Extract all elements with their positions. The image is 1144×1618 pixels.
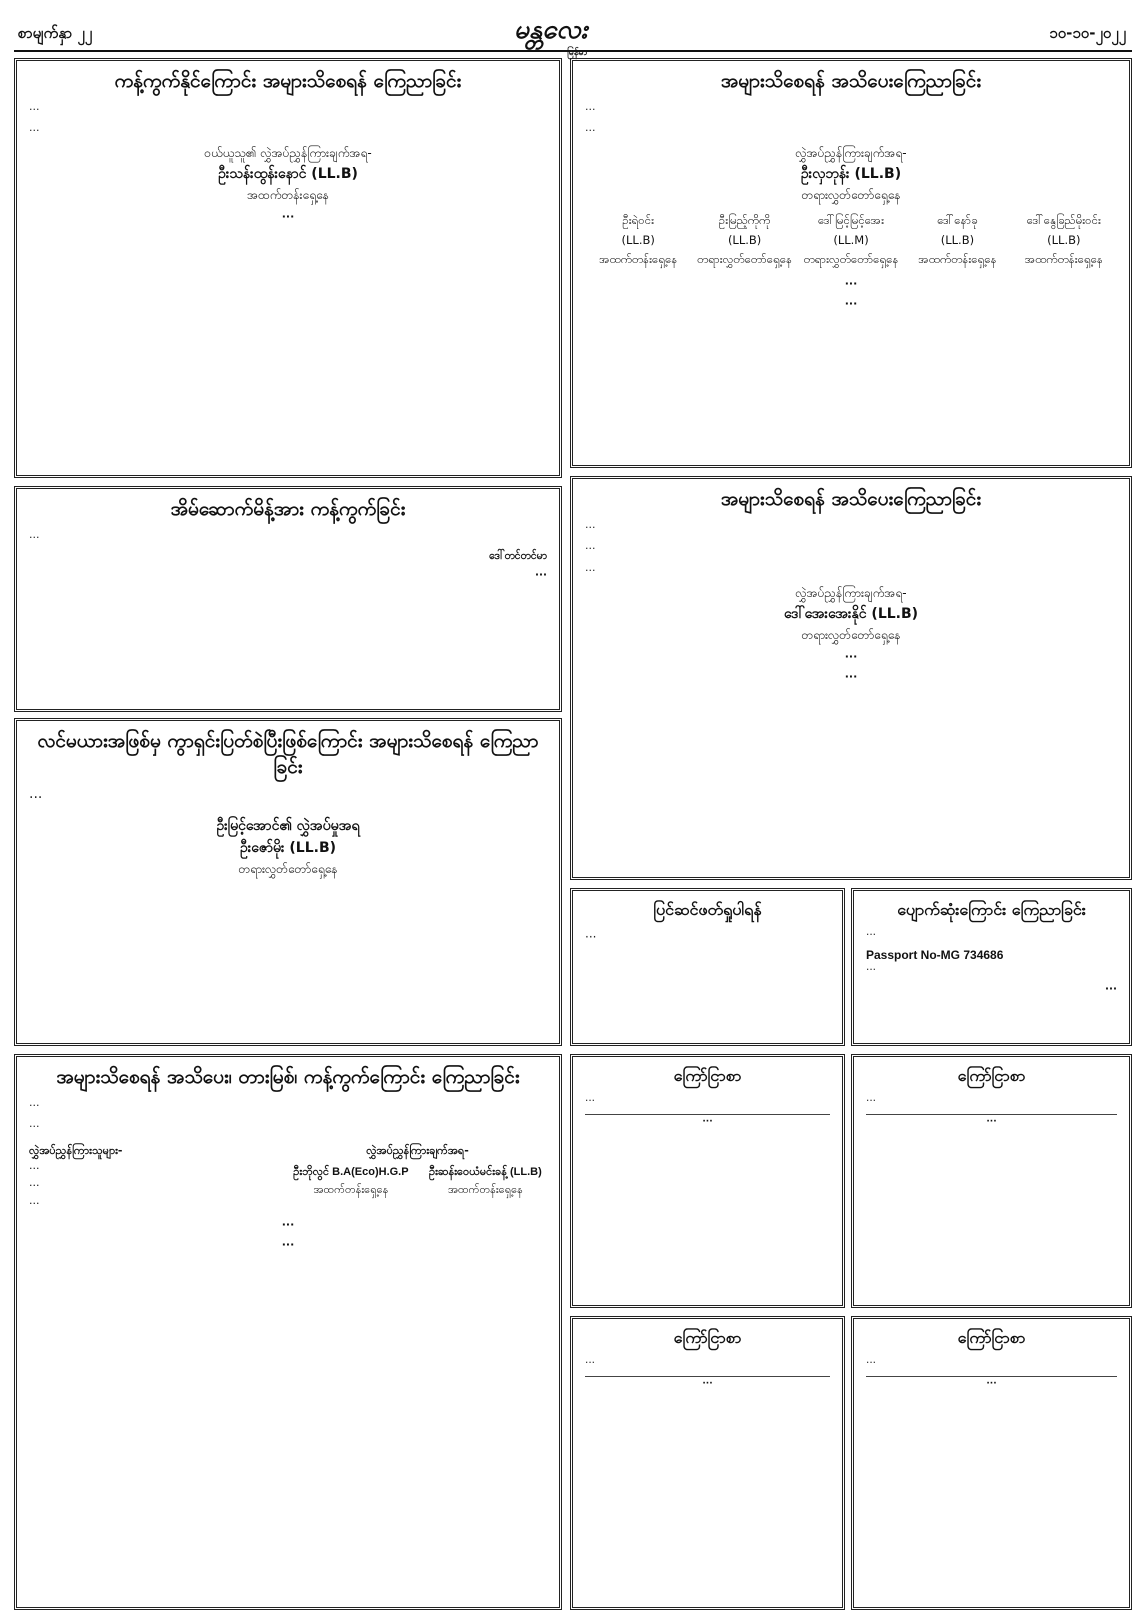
notice-body: ···	[29, 102, 40, 116]
masthead-subtitle: မြန်မာ	[567, 48, 588, 58]
lawyer-pair	[288, 1164, 547, 1199]
notice-title: ပြင်ဆင်ဖတ်ရှုပါရန်	[653, 900, 762, 919]
office-footer: ···	[866, 1114, 1117, 1127]
notice-public-announcement	[570, 58, 1132, 468]
advertisement-notice	[570, 1316, 845, 1610]
lawyer-name: ဒေါ်နွေခြည်မိုးဝင်း	[1026, 213, 1101, 228]
lawyer-item	[904, 211, 1010, 270]
lawyer-role: အထက်တန်းရှေ့နေ	[247, 187, 329, 202]
notice-public-announcement-2	[570, 476, 1132, 880]
lawyer-degree: (LL.M)	[833, 232, 869, 247]
lawyers-column	[288, 1142, 547, 1212]
phone-line: ···	[844, 297, 858, 311]
phone-line: ···	[844, 670, 858, 684]
notice-body: ···	[29, 530, 40, 544]
notice-body: ···	[585, 1094, 596, 1107]
address-line: ···	[844, 276, 858, 290]
advertisement-notice	[851, 1316, 1132, 1610]
advertisement-notice	[570, 1054, 845, 1308]
client-line: ···	[29, 1197, 40, 1211]
office-footer: ···	[866, 1376, 1117, 1389]
address-line: ···	[844, 649, 858, 663]
lawyer-name: ဒေါ်မြင့်မြင့်အေး	[818, 213, 885, 228]
notice-title: ပျောက်ဆုံးကြောင်း ကြေညာခြင်း	[897, 900, 1086, 919]
notice-body: ···	[866, 963, 877, 976]
notice-title: အိမ်ဆောက်မိန့်အား ကန့်ကွက်ခြင်း	[170, 498, 406, 520]
lawyer-degree: (LL.B)	[727, 232, 762, 247]
notice-title: ကြော်ငြာစာ	[957, 1066, 1026, 1085]
advertisement-notice	[851, 1054, 1132, 1308]
lawyer-role: တရားလွှတ်တော်ရှေ့နေ	[803, 252, 899, 267]
signature-block	[29, 815, 547, 879]
notice-prohibition-objection	[14, 1054, 562, 1610]
notice-body: ···	[585, 542, 596, 556]
notice-title: လင်မယားအဖြစ်မှ ကွာရှင်းပြတ်စဲပြီးဖြစ်ကြောင်း အများသိစေရန် ကြေညာခြင်း	[37, 730, 539, 778]
passport-number: Passport No-MG 734686	[866, 947, 1004, 962]
notice-title: ကန့်ကွက်နိုင်ကြောင်း အများသိစေရန် ကြေညာခြင်း	[114, 70, 462, 92]
notice-lost-passport	[851, 888, 1132, 1046]
office-footer: ···	[585, 1376, 830, 1389]
lawyer-role: တရားလွှတ်တော်ရှေ့နေ	[801, 627, 901, 642]
page-header	[14, 8, 1132, 58]
lawyer-role: တရားလွှတ်တော်ရှေ့နေ	[238, 861, 338, 876]
phone-line: ···	[281, 1238, 295, 1252]
masthead-title: မန္တလေး	[514, 15, 588, 45]
notice-body: ···	[585, 929, 597, 944]
notice-body: ···	[866, 1094, 877, 1107]
clients-column	[29, 1142, 288, 1212]
notice-title: ကြော်ငြာစာ	[957, 1328, 1026, 1347]
lawyer-name: ဦးရဲဝင်း	[622, 213, 655, 228]
notice-title: အများသိစေရန် အသိပေးကြေညာခြင်း	[720, 488, 982, 510]
lawyer-role: အထက်တန်းရှေ့နေ	[918, 252, 997, 267]
address-line: ···	[281, 1217, 295, 1231]
notice-body: ···	[585, 102, 596, 116]
lawyer-degree: (LL.B)	[1047, 232, 1081, 247]
notice-body: ···	[866, 928, 877, 941]
lawyer-role: အထက်တန်းရှေ့နေ	[313, 1183, 389, 1197]
lawyer-role: အထက်တန်းရှေ့နေ	[599, 252, 678, 267]
office-footer: ···	[585, 1114, 830, 1127]
lawyer-name: ဦးလှဘုန်း (LL.B)	[800, 166, 902, 183]
lawyer-name: ဒေါ်နော်ခု	[937, 213, 978, 228]
notice-title: ကြော်ငြာစာ	[673, 1066, 742, 1085]
signature-line: ဦးမြင့်အောင်၏ လွှဲအပ်မှုအရ	[216, 817, 360, 834]
lawyer-item	[1011, 211, 1117, 270]
address-line: ···	[535, 569, 547, 582]
signature-name: ဒေါ်တင်တင်မာ	[489, 550, 547, 563]
page-number: စာမျက်နှာ ၂၂	[18, 24, 93, 42]
lawyer-name: ဦးဘိုလွင် B.A(Eco)H.G.P	[293, 1165, 409, 1178]
signature-block	[29, 144, 547, 205]
clients-heading: လွှဲအပ်ညွှန်ကြားသူများ-	[29, 1144, 123, 1158]
signature-line: လွှဲအပ်ညွှန်ကြားချက်အရ-	[795, 586, 907, 601]
lawyer-role: အထက်တန်းရှေ့နေ	[1024, 252, 1103, 267]
notice-body: ···	[29, 124, 40, 138]
client-line: ···	[29, 1179, 40, 1193]
notice-title: ကြော်ငြာစာ	[673, 1328, 742, 1347]
lawyer-role: အထက်တန်းရှေ့နေ	[447, 1183, 523, 1197]
lawyer-item	[798, 211, 904, 270]
notice-body: ···	[29, 1098, 40, 1112]
signature-line: လွှဲအပ်ညွှန်ကြားချက်အရ-	[795, 146, 907, 161]
notice-body: ···	[29, 1120, 40, 1134]
issue-date: ၁၀-၁၀-၂၀၂၂	[1049, 24, 1126, 42]
contact-line: ···	[1105, 982, 1117, 995]
signature-line: ဝယ်ယူသူ၏ လွှဲအပ်ညွှန်ကြားချက်အရ-	[204, 146, 372, 161]
notice-body: ···	[29, 790, 43, 807]
client-line: ···	[29, 1161, 40, 1175]
lawyer-role: တရားလွှတ်တော်ရှေ့နေ	[801, 187, 901, 202]
lawyer-item	[293, 1164, 408, 1199]
notice-body: ···	[585, 520, 596, 534]
notice-body: ···	[866, 1356, 877, 1369]
lawyer-role: တရားလွှတ်တော်ရှေ့နေ	[697, 252, 793, 267]
notice-title: အများသိစေရန် အသိပေး၊ တားမြစ်၊ ကန့်ကွက်ကြောင်း ကြေညာခြင်း	[56, 1066, 520, 1088]
lawyer-name: ဦးဇော်မိုး (LL.B)	[239, 840, 337, 857]
notice-title: အများသိစေရန် အသိပေးကြေညာခြင်း	[720, 70, 982, 92]
lawyer-degree: (LL.B)	[940, 232, 975, 247]
lawyer-degree: (LL.B)	[621, 232, 655, 247]
lawyer-item	[585, 211, 691, 270]
masthead	[514, 12, 587, 60]
signature-block	[585, 144, 1117, 205]
signature-block	[585, 584, 1117, 645]
notice-body: ···	[585, 564, 596, 578]
notice-divorce	[14, 718, 562, 1046]
signature-columns	[29, 1142, 547, 1212]
notice-body: ···	[585, 1356, 596, 1369]
lawyers-heading: လွှဲအပ်ညွှန်ကြားချက်အရ-	[366, 1144, 469, 1158]
notice-body: ···	[585, 124, 596, 138]
notice-building-objection	[14, 486, 562, 712]
address-line: ···	[281, 210, 295, 224]
lawyer-item	[429, 1164, 542, 1199]
lawyer-list	[585, 211, 1117, 270]
lawyer-item	[691, 211, 797, 270]
lawyer-name: ဒေါ်အေးအေးနိုင် (LL.B)	[783, 606, 919, 623]
notice-correction	[570, 888, 845, 1046]
lawyer-name: ဦးသန်းထွန်းနောင် (LL.B)	[218, 166, 358, 183]
lawyer-name: ဦးဆန်းဝေယံမင်းခန့် (LL.B)	[429, 1165, 542, 1178]
lawyer-name: ဦးမြည့်ကိုကို	[718, 213, 771, 228]
notice-objection	[14, 58, 562, 478]
